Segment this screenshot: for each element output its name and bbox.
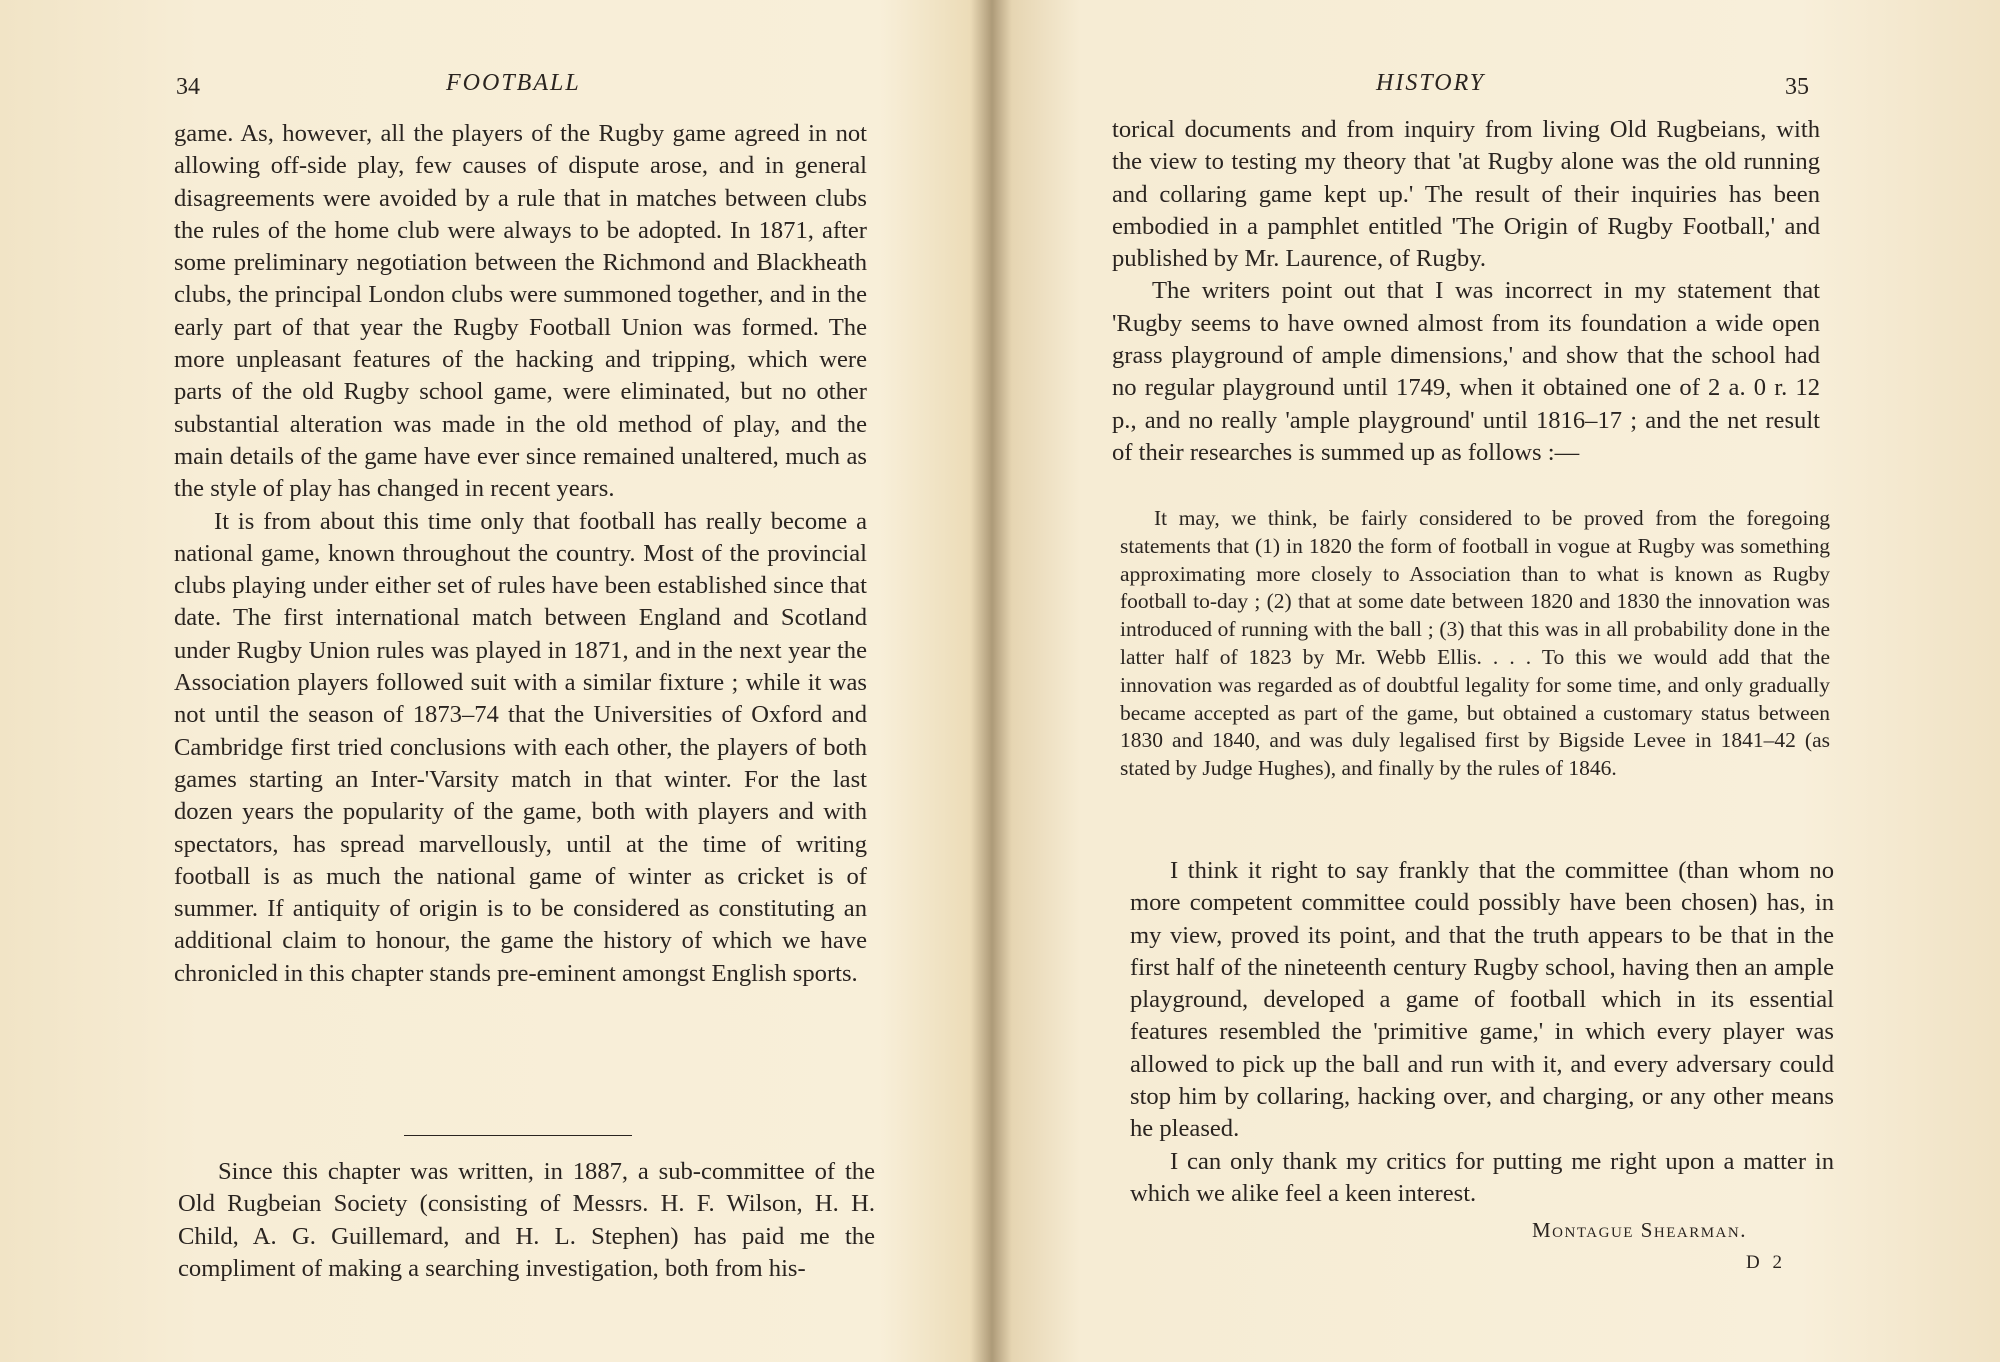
- paragraph: torical documents and from inquiry from living Old Rugbeians, with the view to testing my theory that 'at Rugby alone was the old running and collaring game kept up.' The result of their inquiries has been embodied in a pamphlet entitled 'The Origin of Rugby Football,' and published by Mr. Laurence, of Rugby.: [1112, 116, 1820, 273]
- paragraph: Since this chapter was written, in 1887, a sub-committee of the Old Rugbeian Society (consisting of Messrs. H. F. Wilson, H. H. Child, A. G. Guillemard, and H. L. Stephen) has paid me the compliment of making a searching investigation, both from his-: [178, 1158, 875, 1282]
- signature-mark: D 2: [1746, 1252, 1786, 1273]
- page-number: 34: [176, 74, 200, 100]
- body-text: [174, 118, 867, 990]
- left-page: [0, 0, 990, 1362]
- running-head: FOOTBALL: [446, 70, 581, 96]
- paragraph: game. As, however, all the players of the Rugby game agreed in not allowing off-side play, few causes of dispute arose, and in general disagreements were avoided by a rule that in matches between clubs the rules of the home club were always to be adopted. In 1871, after some preliminary negotiation between the Richmond and Blackheath clubs, the principal London clubs were summoned together, and in the early part of that year the Rugby Football Union was formed. The more unpleasant features of the hacking and tripping, which were parts of the old Rugby school game, were eliminated, but no other substantial alteration was made in the old method of play, and the main details of the game have ever since remained unaltered, much as the style of play has changed in recent years.: [174, 120, 867, 503]
- closing-text: [1130, 855, 1834, 1210]
- page-number: 35: [1785, 74, 1809, 100]
- paragraph: It is from about this time only that football has really become a national game, known throughout the country. Most of the provincial clubs playing under either set of rules have been established since that date. The first international match between England and Scotland under Rugby Union rules was played in 1871, and in the next year the Association players followed suit with a similar fixture ; while it was not until the season of 1873–74 that the Universities of Oxford and Cambridge first tried conclusions with each other, the players of both games starting an Inter-'Varsity match in that winter. For the last dozen years the popularity of the game, both with players and with spectators, has spread marvellously, until at the time of writing football is as much the national game of winter as cricket is of summer. If antiquity of origin is to be considered as constituting an additional claim to honour, the game the history of which we have chronicled in this chapter stands pre-eminent amongst English sports.: [174, 507, 867, 987]
- postscript-text: [178, 1156, 875, 1285]
- quotation: It may, we think, be fairly considered to be proved from the foregoing statements that (1) in 1820 the form of football in vogue at Rugby was something approximating more closely to Association than to what is known as Rugby football to-day ; (2) that at some date between 1820 and 1830 the innovation was introduced of running with the ball ; (3) that this was in all probability done in the latter half of 1823 by Mr. Webb Ellis. . . . To this we would add that the innovation was regarded as of doubtful legality for some time, and only gradually became accepted as part of the game, but obtained a customary status between 1830 and 1840, and was duly legalised first by Bigside Levee in 1841–42 (as stated by Judge Hughes), and finally by the rules of 1846.: [1120, 506, 1830, 781]
- paragraph: I can only thank my critics for putting me right upon a matter in which we alike feel a keen interest.: [1130, 1147, 1834, 1207]
- right-page: [1010, 0, 2000, 1362]
- section-divider: [404, 1135, 632, 1136]
- paragraph: I think it right to say frankly that the committee (than whom no more competent committee could possibly have been chosen) has, in my view, proved its point, and that the truth appears to be that in the first half of the nineteenth century Rugby school, having then an ample playground, developed a game of football which in its essential features resembled the 'primitive game,' in which every player was allowed to pick up the ball and run with it, and every adversary could stop him by collaring, hacking over, and charging, or any other means he pleased.: [1130, 857, 1834, 1143]
- paragraph: The writers point out that I was incorrect in my statement that 'Rugby seems to have owned almost from its foundation a wide open grass playground of ample dimensions,' and show that the school had no regular playground until 1749, when it obtained one of 2 a. 0 r. 12 p., and no really 'ample playground' until 1816–17 ; and the net result of their researches is summed up as follows :—: [1112, 277, 1820, 466]
- body-text: [1112, 114, 1820, 469]
- running-head: HISTORY: [1376, 70, 1486, 96]
- author-signature: Montague Shearman.: [1532, 1218, 1747, 1242]
- block-quotation: [1120, 505, 1830, 783]
